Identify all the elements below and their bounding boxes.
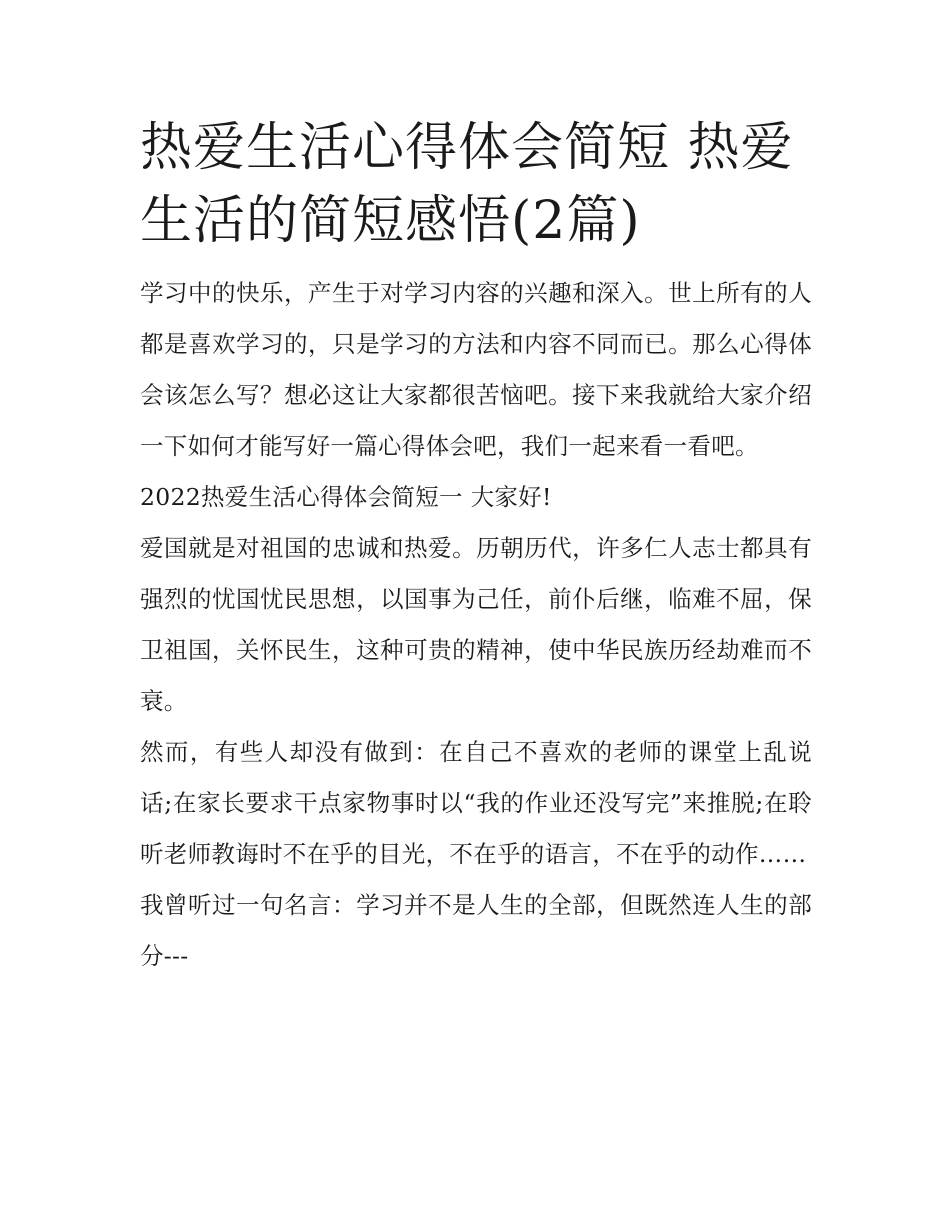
paragraph-quote: 我曾听过一句名言：学习并不是人生的全部，但既然连人生的部分--- (140, 891, 812, 970)
document-title: 热爱生活心得体会简短 热爱生活的简短感悟(2篇) (140, 118, 794, 251)
paragraph-intro: 学习中的快乐，产生于对学习内容的兴趣和深入。世上所有的人都是喜欢学习的，只是学习的方法和内容不同而已。那么心得体会该怎么写？想必这让大家都很苦恼吧。接下来我就给大家介绍一下如何才能写好一篇心得体会吧，我们一起来看一看吧。 (140, 279, 812, 460)
paragraph-heading: 2022热爱生活心得体会简短一 大家好! (140, 483, 552, 511)
document-body (140, 268, 812, 982)
document-page (140, 112, 812, 982)
paragraph-however: 然而，有些人却没有做到：在自己不喜欢的老师的课堂上乱说话;在家长要求干点家物事时以“我的作业还没写完”来推脱;在聆听老师教诲时不在乎的目光，不在乎的语言，不在乎的动作…… (140, 738, 812, 868)
paragraph-patriotism: 爱国就是对祖国的忠诚和热爱。历朝历代，许多仁人志士都具有强烈的忧国忧民思想，以国事为己任，前仆后继，临难不屈，保卫祖国，关怀民生，这种可贵的精神，使中华民族历经劫难而不衰。 (140, 534, 812, 715)
